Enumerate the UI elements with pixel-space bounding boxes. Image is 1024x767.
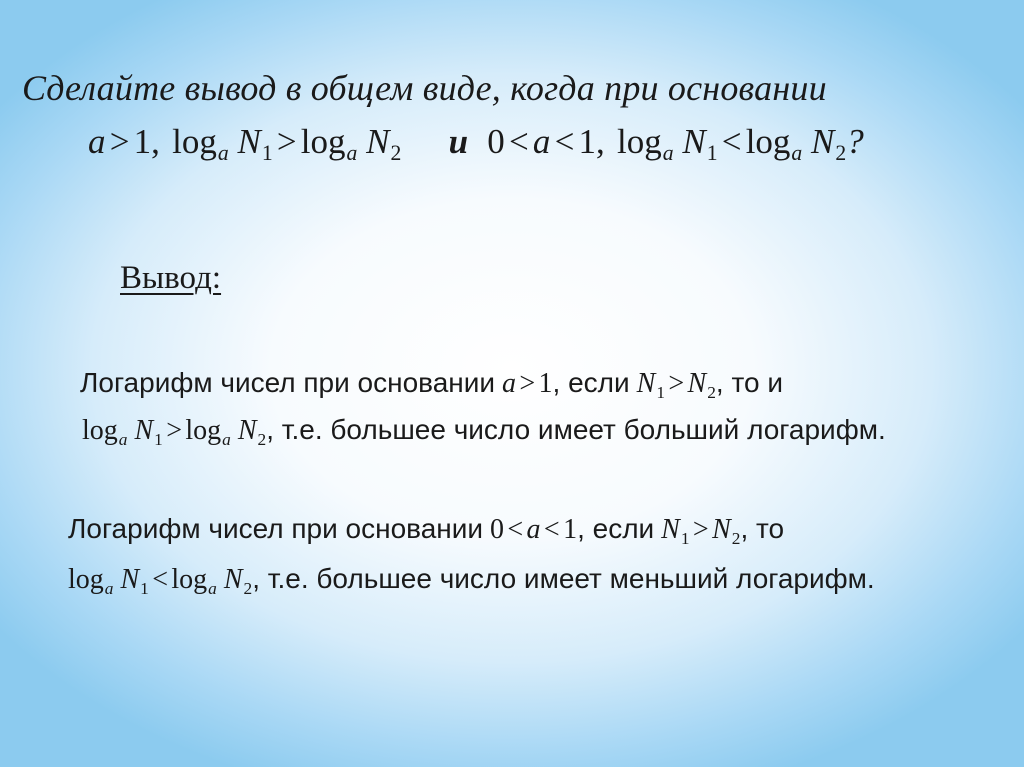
question-mark: ? [846, 122, 864, 161]
paragraph2-line1: Логарифм чисел при основании 0 < a < 1, если N1 > N2, то [68, 513, 785, 548]
conjunction: и [448, 122, 469, 161]
paragraph1-line1: Логарифм чисел при основании a > 1, если N1 > N2, то и [80, 367, 783, 402]
paragraph1-line2: $\log_a N1 > \log_a N2$, т.е. большее число имеет больший логарифм. [82, 414, 886, 449]
question-formula: a > 1, $\log_a N1 > \log_a N2$ и 0 < a < 1, $\log_a N1 < \log_a N2$? [88, 122, 864, 165]
question-text: Сделайте вывод в общем виде, когда при основании [22, 68, 827, 108]
paragraph2-line2: $\log_a N1 < \log_a N2$, т.е. большее число имеет меньший логарифм. [68, 563, 875, 598]
conclusion-heading: Вывод: [120, 260, 222, 296]
